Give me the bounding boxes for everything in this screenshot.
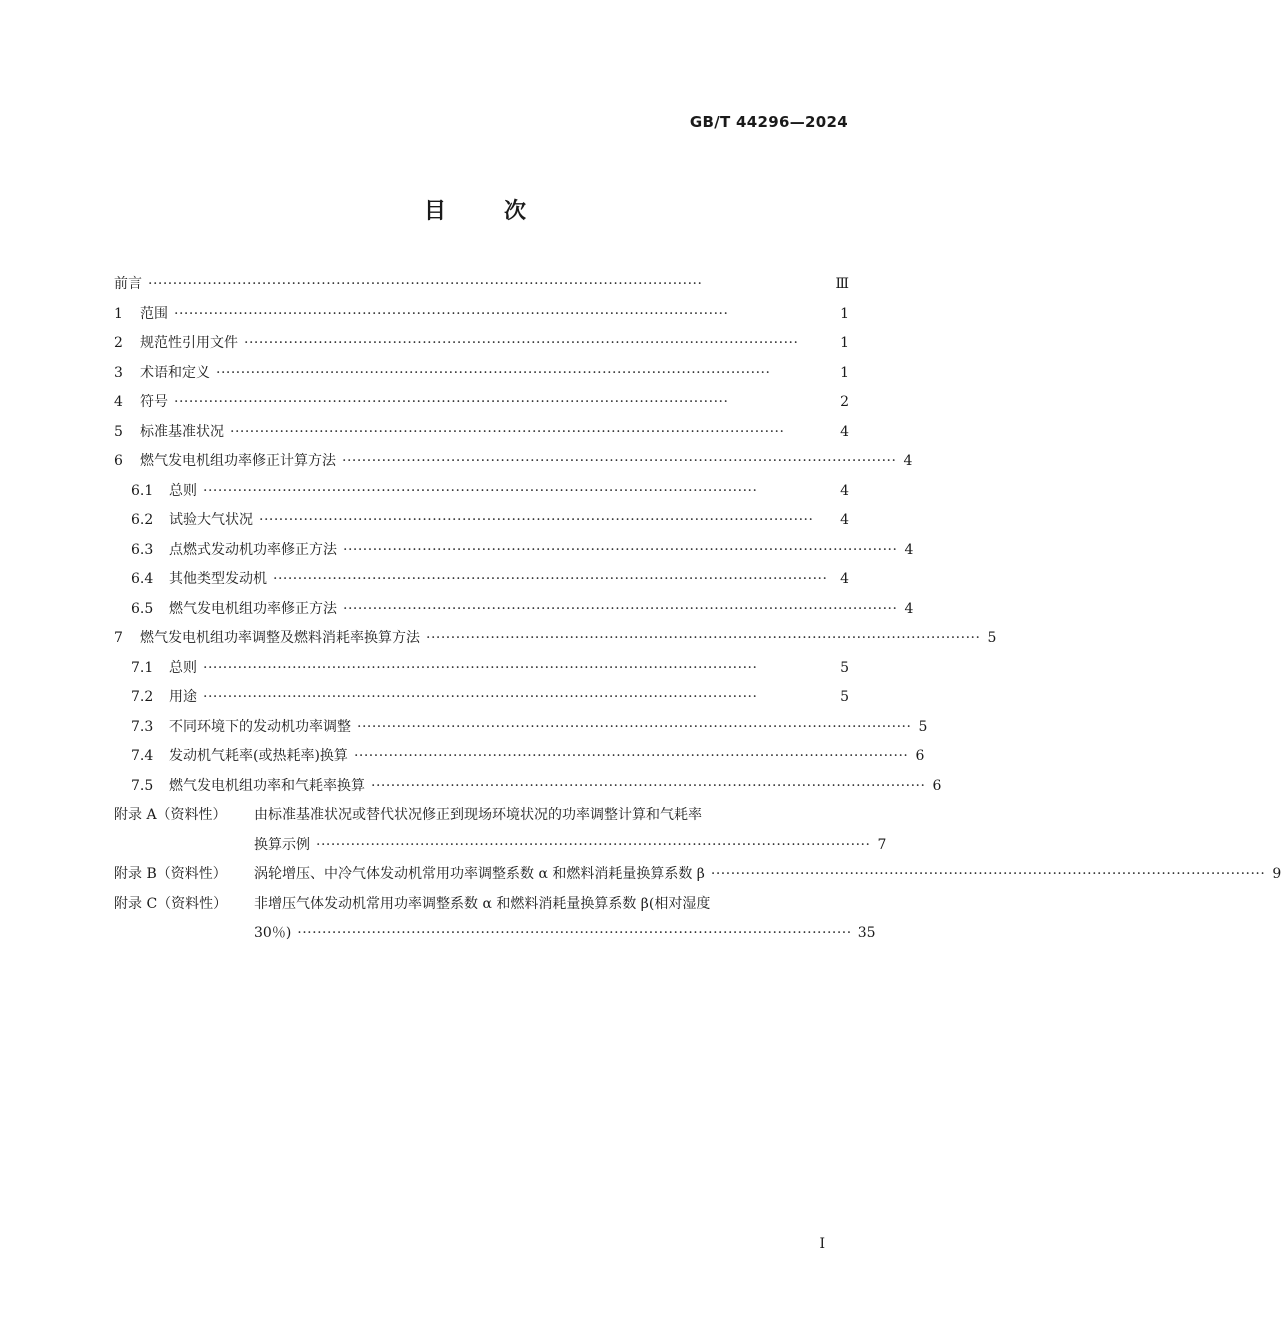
appendix-title-line1: 由标准基准状况或替代状况修正到现场环境状况的功率调整计算和气耗率 [254, 807, 702, 823]
toc-label: 术语和定义 [140, 364, 210, 381]
toc-number: 7.1 [131, 659, 154, 676]
table-of-contents [114, 270, 1281, 949]
toc-label: 试验大气状况 [169, 512, 253, 528]
toc-label: 范围 [140, 305, 168, 322]
toc-row-appendix-a-cont[interactable] [114, 831, 887, 861]
toc-number: 6.1 [131, 482, 154, 499]
toc-label: 总则 [169, 482, 197, 499]
toc-row[interactable] [114, 477, 849, 507]
toc-label: 燃气发电机组功率和气耗率换算 [169, 777, 365, 794]
page-number: I [819, 1236, 825, 1252]
dot-leader: ················································································································ [203, 482, 758, 499]
dot-leader: ················································································································ [343, 541, 898, 558]
toc-row-appendix-b[interactable] [114, 860, 1281, 890]
toc-number: 1 [114, 305, 123, 322]
toc-page-number: 5 [840, 689, 849, 705]
toc-page-number: 1 [840, 335, 849, 351]
dot-leader: ················································································································ [316, 836, 871, 853]
toc-row-appendix-a[interactable] [114, 801, 849, 831]
toc-number: 6.3 [131, 541, 154, 558]
dot-leader: ················································································································ [273, 571, 828, 587]
dot-leader: ················································································································ [371, 777, 926, 794]
toc-label: 总则 [169, 659, 197, 676]
toc-label: 不同环境下的发动机功率调整 [169, 718, 351, 735]
toc-row[interactable] [114, 506, 849, 536]
appendix-title-line1: 非增压气体发动机常用功率调整系数 α 和燃料消耗量换算系数 β(相对湿度 [254, 895, 711, 912]
toc-label: 燃气发电机组功率修正计算方法 [140, 453, 336, 469]
toc-number: 7.2 [131, 689, 154, 705]
toc-page-number: 9 [1272, 866, 1281, 882]
toc-page-number: 5 [918, 718, 928, 735]
dot-leader: ················································································································ [203, 659, 758, 676]
appendix-title-line2: 30％) [254, 925, 292, 941]
toc-number: 7.3 [131, 718, 154, 735]
toc-row[interactable] [114, 329, 849, 359]
appendix-label: 附录 C（资料性） [114, 895, 228, 912]
toc-row[interactable] [114, 624, 997, 654]
toc-row-foreword[interactable] [114, 270, 849, 300]
toc-row[interactable] [114, 447, 913, 477]
dot-leader: ················································································································ [343, 600, 898, 617]
dot-leader: ················································································································ [216, 364, 771, 381]
dot-leader: ················································································································ [244, 335, 799, 351]
toc-page-number: 6 [915, 748, 925, 764]
toc-number: 6.5 [131, 600, 154, 617]
toc-page-number: 5 [840, 659, 849, 676]
toc-label: 其他类型发动机 [169, 571, 267, 587]
toc-page-number: 1 [840, 364, 849, 381]
toc-page-number: 4 [840, 512, 849, 528]
toc-number: 7 [114, 630, 123, 646]
toc-row-appendix-c-cont[interactable] [114, 919, 876, 949]
toc-number: 6.4 [131, 571, 154, 587]
dot-leader: ················································································································ [297, 925, 852, 941]
toc-row[interactable] [114, 359, 849, 389]
toc-row[interactable] [114, 742, 925, 772]
toc-label: 点燃式发动机功率修正方法 [169, 541, 337, 558]
dot-leader: ················································································································ [342, 453, 897, 469]
standard-number: GB/T 44296—2024 [689, 113, 848, 131]
dot-leader: ················································································································ [148, 276, 703, 292]
toc-page-number: 4 [904, 600, 914, 617]
toc-label: 符号 [140, 394, 168, 410]
toc-label: 标准基准状况 [140, 423, 224, 440]
toc-row[interactable] [114, 683, 849, 713]
toc-number: 5 [114, 423, 123, 440]
toc-page-number: 35 [857, 925, 876, 941]
dot-leader: ················································································································ [710, 866, 1266, 882]
toc-page-number: 4 [904, 541, 914, 558]
toc-number: 6 [114, 453, 123, 469]
toc-label: 用途 [169, 689, 197, 705]
toc-row[interactable] [114, 388, 849, 418]
toc-row[interactable] [114, 654, 849, 684]
toc-page-number: 5 [987, 630, 997, 646]
appendix-label: 附录 B（资料性） [114, 866, 227, 882]
toc-label: 发动机气耗率(或热耗率)换算 [169, 748, 348, 764]
toc-label: 燃气发电机组功率修正方法 [169, 600, 337, 617]
toc-page-number: 1 [840, 305, 849, 322]
toc-row[interactable] [114, 300, 849, 330]
dot-leader: ················································································································ [259, 512, 814, 528]
toc-page-number: 4 [840, 482, 849, 499]
toc-page-number: 2 [840, 394, 849, 410]
toc-label: 前言 [114, 276, 142, 292]
dot-leader: ················································································································ [203, 689, 758, 705]
dot-leader: ················································································································ [174, 394, 729, 410]
toc-row[interactable] [114, 565, 849, 595]
toc-page-number: 6 [932, 777, 942, 794]
toc-number: 7.4 [131, 748, 154, 764]
toc-label: 规范性引用文件 [140, 335, 238, 351]
toc-row[interactable] [114, 536, 914, 566]
toc-row[interactable] [114, 418, 849, 448]
toc-number: 3 [114, 364, 123, 381]
dot-leader: ················································································································ [357, 718, 912, 735]
appendix-title-line1: 涡轮增压、中冷气体发动机常用功率调整系数 α 和燃料消耗量换算系数 β [254, 866, 705, 882]
toc-number: 7.5 [131, 777, 154, 794]
toc-page-number: 7 [877, 836, 887, 853]
toc-number: 2 [114, 335, 123, 351]
toc-row-appendix-c[interactable] [114, 890, 849, 920]
toc-row[interactable] [114, 713, 928, 743]
toc-page-number: 4 [903, 453, 913, 469]
dot-leader: ················································································································ [353, 748, 909, 764]
toc-number: 4 [114, 394, 123, 410]
toc-page-number: Ⅲ [835, 276, 849, 292]
toc-row[interactable] [114, 772, 942, 802]
dot-leader: ················································································································ [230, 423, 785, 440]
dot-leader: ················································································································ [174, 305, 729, 322]
toc-page-number: 4 [840, 423, 849, 440]
toc-label: 燃气发电机组功率调整及燃料消耗率换算方法 [140, 630, 420, 646]
dot-leader: ················································································································ [426, 630, 981, 646]
page-title: 目次 [423, 199, 584, 224]
appendix-title-line2: 换算示例 [254, 836, 310, 853]
toc-page-number: 4 [840, 571, 849, 587]
toc-row[interactable] [114, 595, 914, 625]
appendix-label: 附录 A（资料性） [114, 807, 227, 823]
toc-number: 6.2 [131, 512, 154, 528]
